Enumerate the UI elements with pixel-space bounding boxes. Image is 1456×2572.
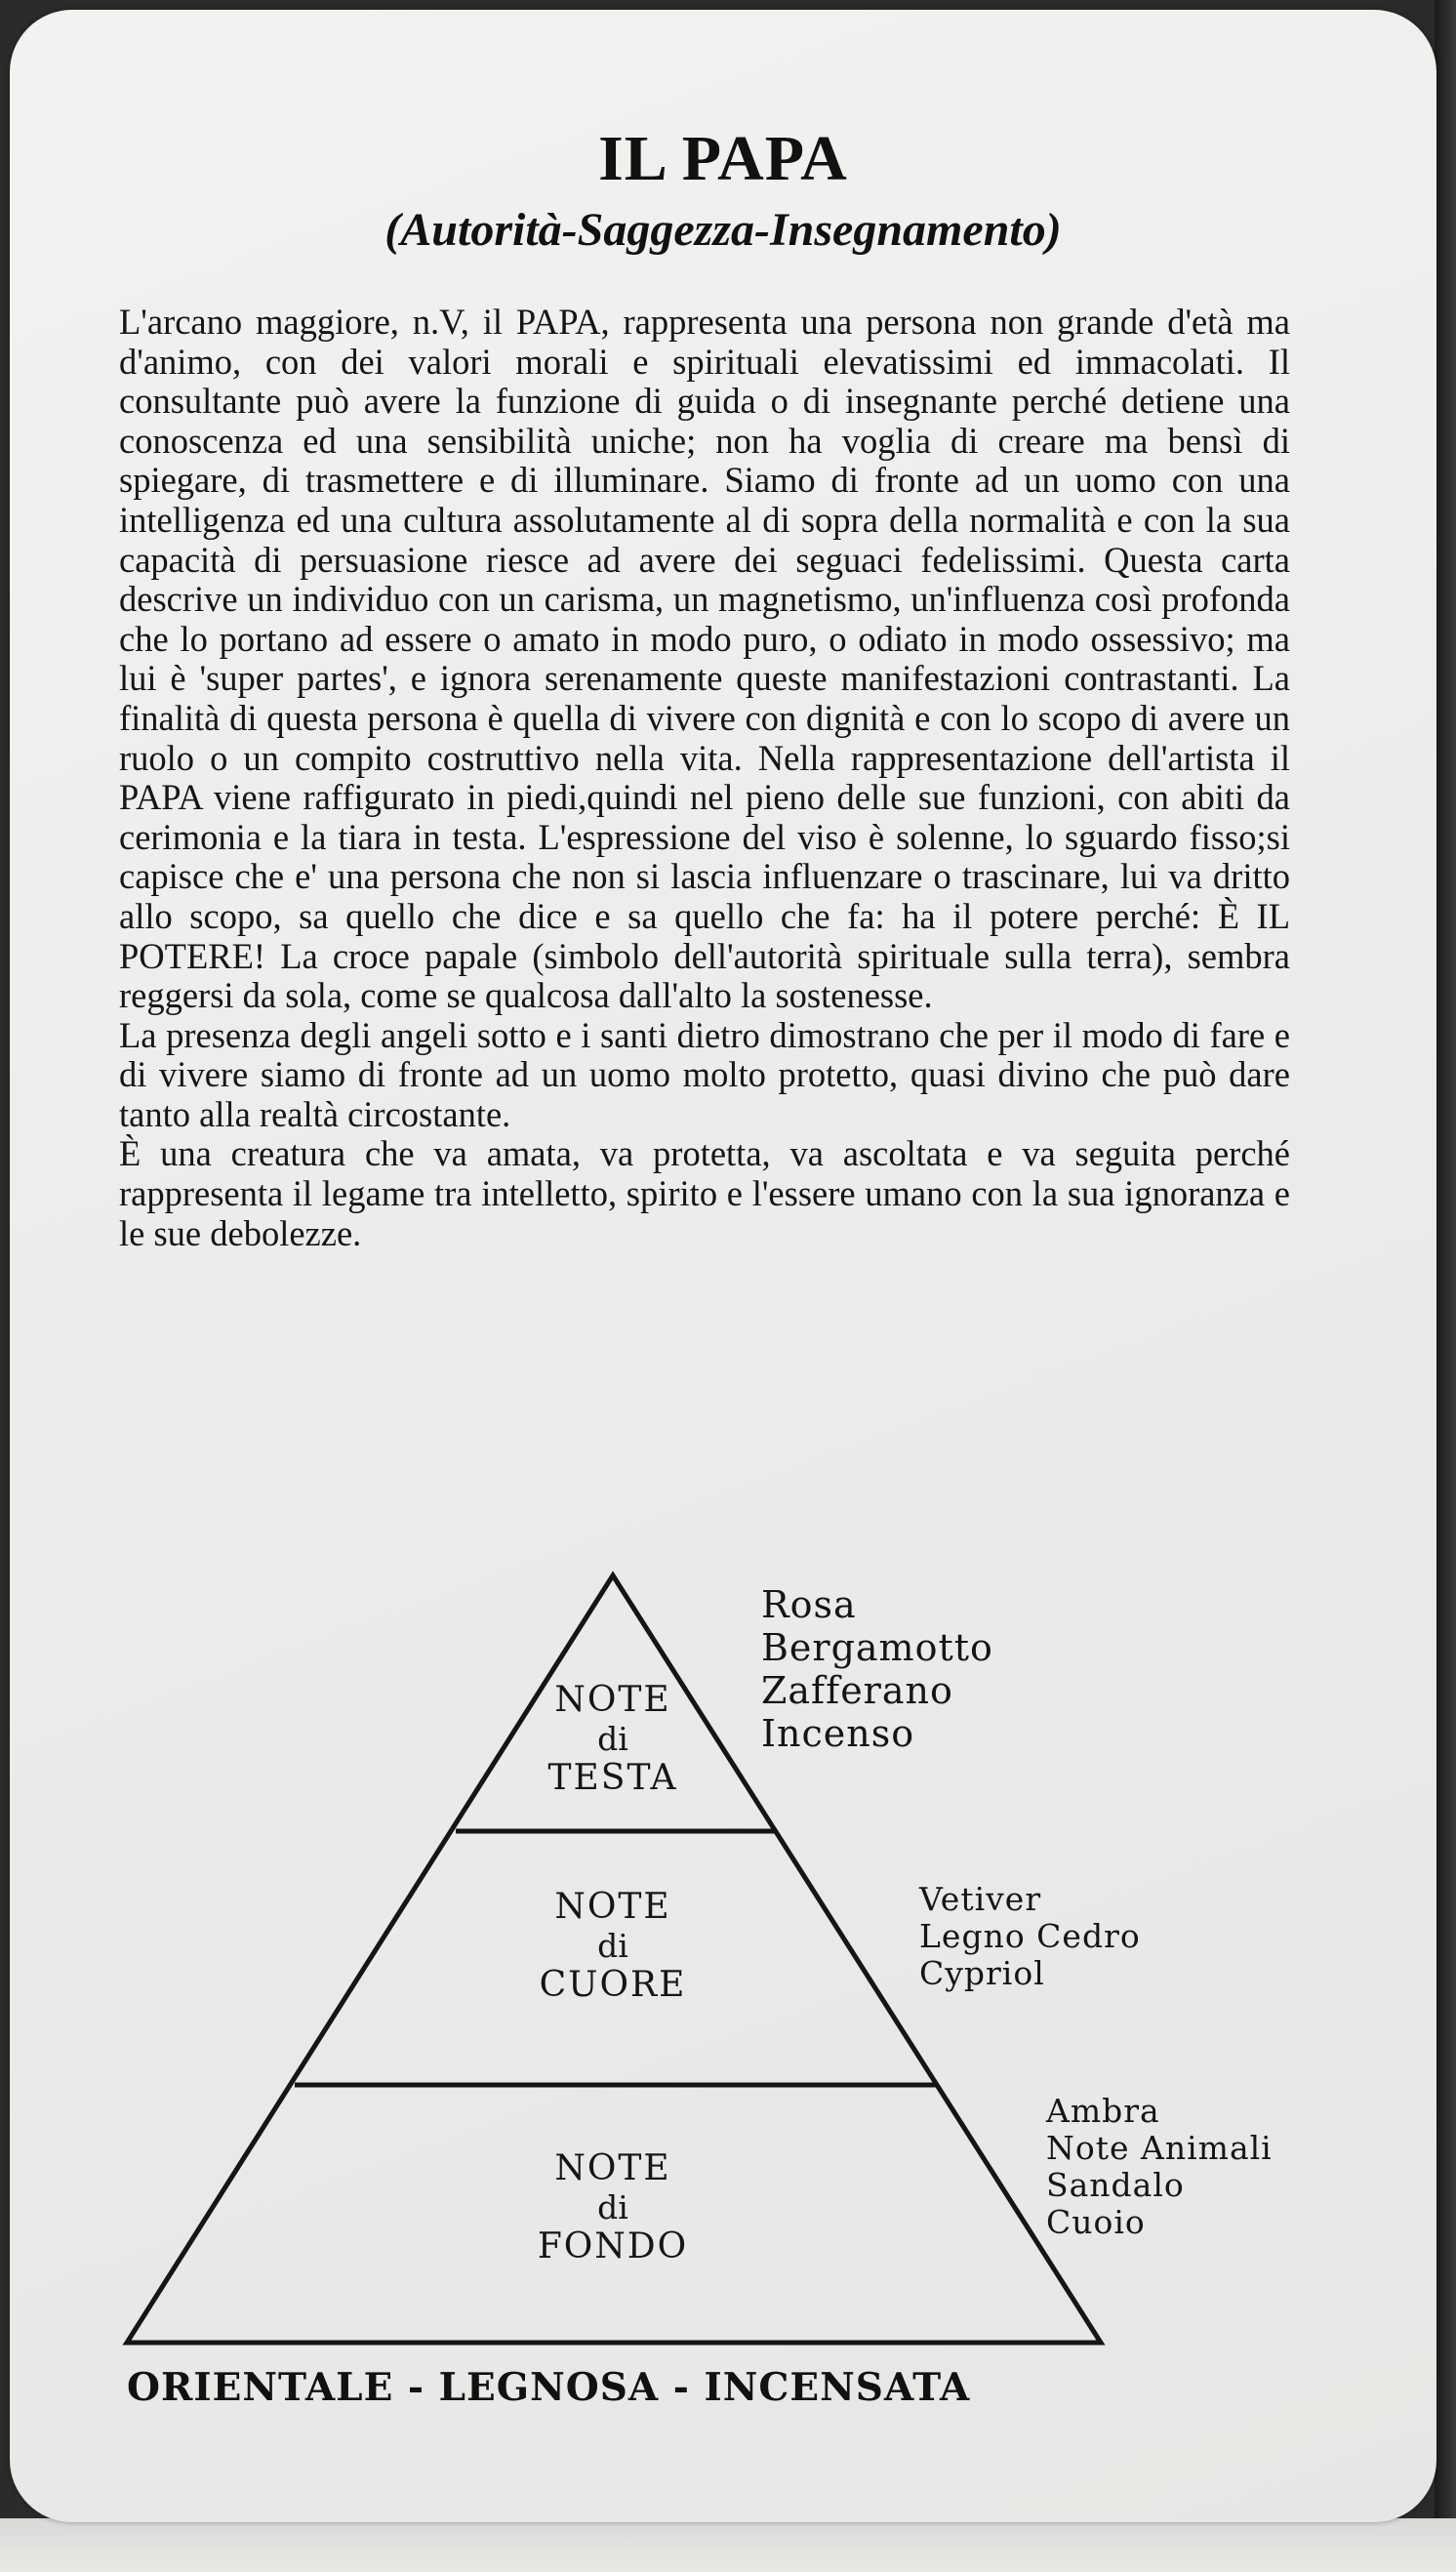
card-subtitle: (Autorità-Saggezza-Insegnamento) (384, 204, 1062, 256)
tier-bottom-line2: di (597, 2188, 628, 2226)
tier-top-line3: TESTA (547, 1758, 678, 1798)
list-item: Cypriol (919, 1954, 1045, 1992)
list-item: Ambra (1046, 2092, 1160, 2130)
list-item: Cuoio (1046, 2203, 1146, 2241)
backdrop-bottom (0, 2518, 1456, 2572)
tier-middle-line2: di (597, 1927, 628, 1965)
description-paragraph-3: È una creatura che va amata, va protetta, va ascoltata e va seguita perché rappresenta il legame tra intelletto, spirito e l'essere umano con la sua ignoranza e le sue debolezze. (119, 1133, 1290, 1253)
card (10, 10, 1436, 2522)
list-item: Note Animali (1046, 2129, 1273, 2167)
list-item: Incenso (761, 1712, 915, 1755)
list-item: Zafferano (761, 1669, 953, 1712)
base-notes-list (1046, 2093, 1273, 2241)
tier-label-middle (506, 1888, 720, 2005)
backdrop-right (1435, 0, 1456, 2572)
description-paragraph-1: L'arcano maggiore, n.V, il PAPA, rappresenta una persona non grande d'età ma d'animo, con dei valori morali e spirituali elevatissimi ed immacolati. Il consultante può avere la funzione di guida o di insegnante perché detiene una conoscenza ed una sensibilità uniche; non ha voglia di creare ma bensì di spiegare, di trasmettere e di illuminare. Siamo di fronte ad un uomo con una intelligenza ed una cultura assolutamente al di sopra della normalità e con la sua capacità di persuasione riesce ad avere dei seguaci fedelissimi. Questa carta descrive un individuo con un carisma, un magnetismo, un'influenza così profonda che lo portano ad essere o amato in modo puro, o odiato in modo ossessivo; ma lui è 'super partes', e ignora serenamente queste manifestazioni contrastanti. La finalità di questa persona è quella di vivere con dignità e con lo scopo di avere un ruolo o un compito costruttivo nella vita. Nella rappresentazione dell'artista il PAPA viene raffigurato in piedi,quindi nel pieno delle sue funzioni, con abiti da cerimonia e la tiara in testa. L'espressione del viso è solenne, lo sguardo fisso;si capisce che e' una persona che non si lascia influenzare o trascinare, lui va dritto allo scopo, sa quello che dice e sa quello che fa: ha il potere perché: È IL POTERE! La croce papale (simbolo dell'autorità spirituale sulla terra), sembra reggersi da sola, come se qualcosa dall'alto la sostenesse. (119, 302, 1290, 1016)
heart-notes-list (919, 1881, 1141, 1992)
tier-top-line1: NOTE (554, 1680, 671, 1720)
tier-bottom-line1: NOTE (554, 2148, 671, 2188)
description-paragraph-2: La presenza degli angeli sotto e i santi dietro dimostrano che per il modo di fare e di vivere siamo di fronte ad un uomo molto protetto, quasi divino che può dare tanto alla realtà circostante. (119, 1014, 1290, 1134)
list-item: Legno Cedro (919, 1917, 1141, 1955)
list-item: Vetiver (919, 1880, 1042, 1918)
fragrance-family-footer: ORIENTALE - LEGNOSA - INCENSATA (127, 2365, 971, 2410)
top-notes-list (761, 1583, 993, 1755)
list-item: Sandalo (1046, 2166, 1185, 2204)
tier-middle-line3: CUORE (539, 1965, 687, 2005)
tier-top-line2: di (597, 1720, 628, 1758)
tier-label-bottom (506, 2149, 720, 2266)
tier-bottom-line3: FONDO (537, 2226, 689, 2266)
tier-middle-line1: NOTE (554, 1887, 671, 1927)
card-title: IL PAPA (598, 123, 848, 194)
list-item: Bergamotto (761, 1626, 993, 1669)
list-item: Rosa (761, 1583, 857, 1626)
tier-label-top (525, 1681, 701, 1798)
